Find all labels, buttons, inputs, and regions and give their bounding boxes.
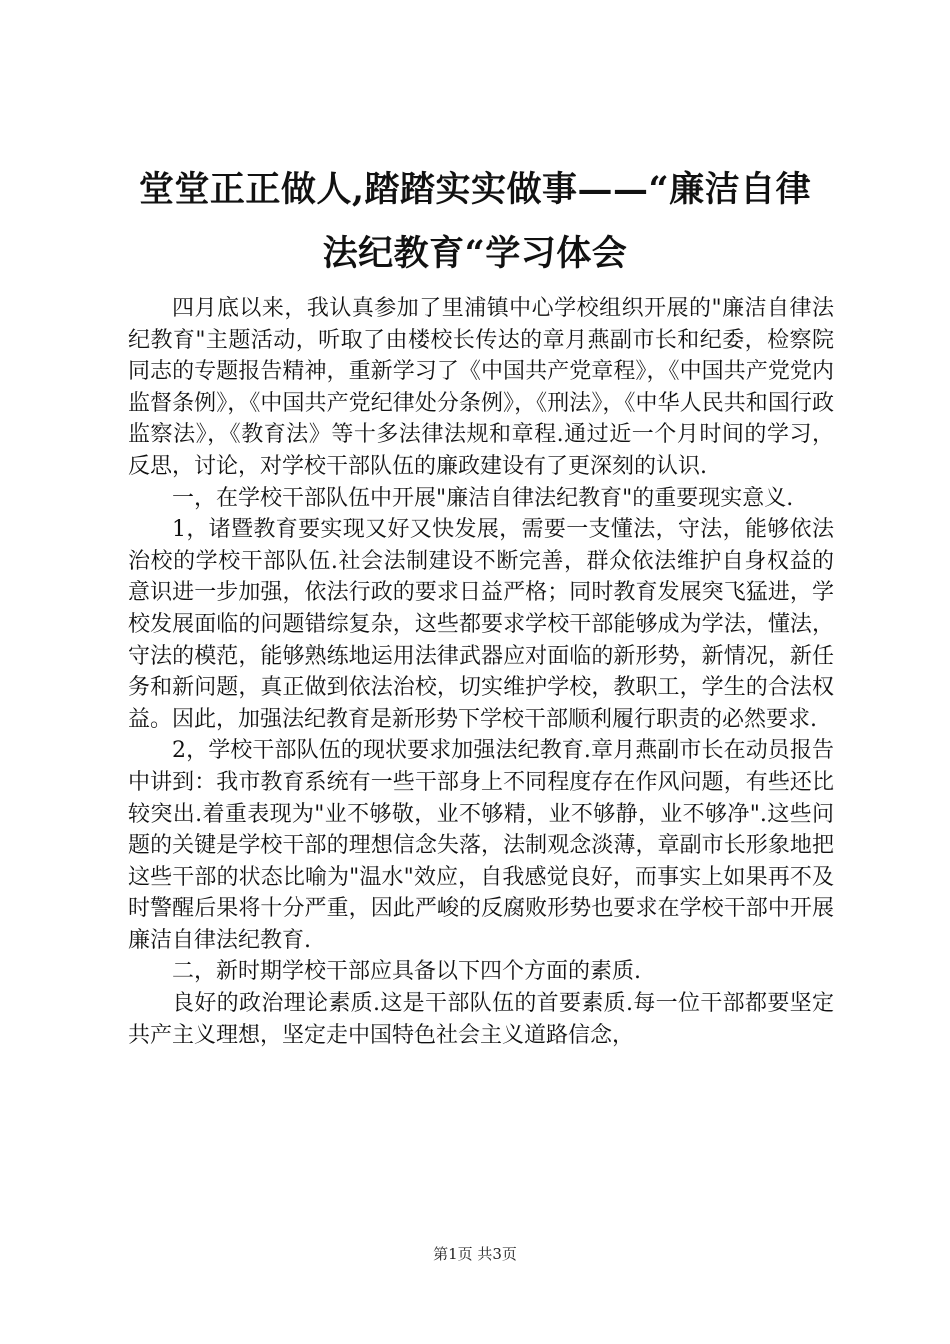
document-title <box>110 158 840 286</box>
paragraph-political-quality: 良好的政治理论素质.这是干部队伍的首要素质.每一位干部都要坚定共产主义理想，坚定走中国特色社会主义道路信念， <box>128 991 834 1048</box>
paragraph-point-1: 1，诸暨教育要实现又好又快发展，需要一支懂法，守法，能够依法治校的学校干部队伍.社会法制建设不断完善，群众依法维护自身权益的意识进一步加强，依法行政的要求日益严格；同时教育发展突飞猛进，学校发展面临的问题错综复杂，这些都要求学校干部能够成为学法，懂法，守法的模范，能够熟练地运用法律武器应对面临的新形势，新情况，新任务和新问题，真正做到依法治校，切实维护学校，教职工，学生的合法权益。因此，加强法纪教育是新形势下学校干部顺利履行职责的必然要求. <box>128 517 834 732</box>
paragraph-section-1-heading: 一，在学校干部队伍中开展"廉洁自律法纪教育"的重要现实意义. <box>172 485 794 511</box>
title-line-2: 法纪教育“学习体会 <box>322 233 628 274</box>
paragraph-point-2: 2，学校干部队伍的现状要求加强法纪教育.章月燕副市长在动员报告中讲到：我市教育系统有一些干部身上不同程度存在作风问题，有些还比较突出.着重表现为"业不够敬，业不够精，业不够静，业不够净".这些问题的关键是学校干部的理想信念失落，法制观念淡薄，章副市长形象地把这些干部的状态比喻为"温水"效应，自我感觉良好，而事实上如果再不及时警醒后果将十分严重，因此严峻的反腐败形势也要求在学校干部中开展廉洁自律法纪教育. <box>128 738 834 953</box>
document-body <box>128 293 834 1051</box>
title-line-1: 堂堂正正做人,踏踏实实做事——“廉洁自律 <box>138 169 812 210</box>
paragraph-section-2-heading: 二，新时期学校干部应具备以下四个方面的素质. <box>172 959 641 985</box>
paragraph-intro: 四月底以来，我认真参加了里浦镇中心学校组织开展的"廉洁自律法纪教育"主题活动，听取了由楼校长传达的章月燕副市长和纪委，检察院同志的专题报告精神，重新学习了《中国共产党章程》，《中国共产党党内监督条例》，《中国共产党纪律处分条例》，《刑法》，《中华人民共和国行政监察法》，《教育法》等十多法律法规和章程.通过近一个月时间的学习，反思，讨论，对学校干部队伍的廉政建设有了更深刻的认识. <box>128 296 834 479</box>
page-number-footer: 第1页 共3页 <box>433 1245 517 1263</box>
